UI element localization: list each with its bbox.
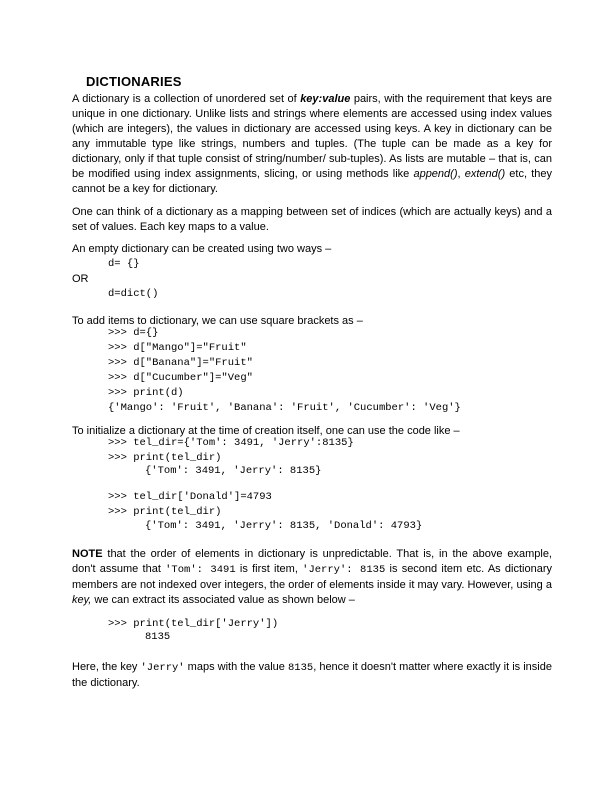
note-label: NOTE — [72, 548, 103, 560]
intro-paragraph — [72, 92, 552, 197]
closing-number: 8135 — [287, 662, 314, 674]
extend-method: extend() — [464, 168, 506, 180]
add-code-line: >>> d={} — [108, 327, 159, 339]
note-code-2: 'Jerry': 8135 — [302, 564, 386, 576]
init-intro: To initialize a dictionary at the time of creation itself, one can use the code like – — [72, 425, 460, 437]
init-code-line: >>> tel_dir['Donald']=4793 — [108, 491, 272, 503]
empty-dict-intro: An empty dictionary can be created using two ways – — [72, 243, 332, 255]
init-code-output: {'Tom': 3491, 'Jerry': 8135} — [145, 465, 322, 477]
closing-code: 'Jerry' — [140, 662, 185, 674]
add-code-line: >>> print(d) — [108, 387, 184, 399]
add-code-line: >>> d["Banana"]="Fruit" — [108, 357, 253, 369]
note-key-term: key, — [72, 594, 92, 606]
add-code-line: >>> d["Cucumber"]="Veg" — [108, 372, 253, 384]
section-heading: DICTIONARIES — [86, 74, 182, 89]
init-code-line: >>> print(tel_dir) — [108, 452, 222, 464]
empty-dict-code-2: d=dict() — [108, 288, 159, 300]
intro-text-4: etc, they cannot be a key for dictionary. — [72, 168, 552, 195]
extract-code-line: >>> print(tel_dir['Jerry']) — [108, 618, 279, 630]
add-code-line: >>> d["Mango"]="Fruit" — [108, 342, 247, 354]
closing-text-2: maps with the value — [184, 661, 288, 673]
add-items-intro: To add items to dictionary, we can use square brackets as – — [72, 315, 363, 327]
note-text-3: is second item etc. As dictionary members are not indexed over integers, the order of elements inside it may vary. However, using a — [72, 563, 552, 591]
closing-text-3: , hence it doesn't matter where exactly it is inside the dictionary. — [72, 661, 552, 689]
intro-text-3: , — [457, 168, 465, 180]
append-method: append() — [413, 168, 458, 180]
note-paragraph — [72, 547, 552, 608]
add-code-output: {'Mango': 'Fruit', 'Banana': 'Fruit', 'Cucumber': 'Veg'} — [108, 402, 461, 414]
mapping-paragraph: One can think of a dictionary as a mapping between set of indices (which are actually keys) and a set of values. Each key maps to a value. — [72, 206, 552, 233]
note-text-1: that the order of elements in dictionary is unpredictable. That is, in the above example, don't assume that — [72, 548, 552, 575]
key-value-term: key:value — [300, 93, 351, 105]
note-text-2: is first item, — [235, 563, 303, 575]
intro-text-2: pairs, with the requirement that keys are unique in one dictionary. Unlike lists and strings where elements are accessed using index values (which are integers), the values in dictionary are accessed using keys. A key in dictionary can be any immutable type like strings, numbers and tuples. (The tuple can be made as a key for dictionary, only if that tuple consist of string/number/ sub-tuples). As lists are mutable – that is, can be modified using index assignments, slicing, or using methods like — [72, 93, 552, 180]
closing-text-1: Here, the key — [72, 661, 141, 673]
note-text-4: we can extract its associated value as shown below – — [91, 594, 355, 606]
note-code-1: 'Tom': 3491 — [165, 564, 236, 576]
init-code-line: >>> print(tel_dir) — [108, 506, 222, 518]
or-label: OR — [72, 273, 89, 285]
empty-dict-code-1: d= {} — [108, 258, 140, 270]
init-code-line: >>> tel_dir={'Tom': 3491, 'Jerry':8135} — [108, 437, 354, 449]
extract-code-output: 8135 — [145, 631, 171, 643]
closing-paragraph — [72, 660, 552, 691]
init-code-output: {'Tom': 3491, 'Jerry': 8135, 'Donald': 4793} — [145, 520, 423, 532]
intro-text-1: A dictionary is a collection of unordered set of — [72, 93, 301, 105]
